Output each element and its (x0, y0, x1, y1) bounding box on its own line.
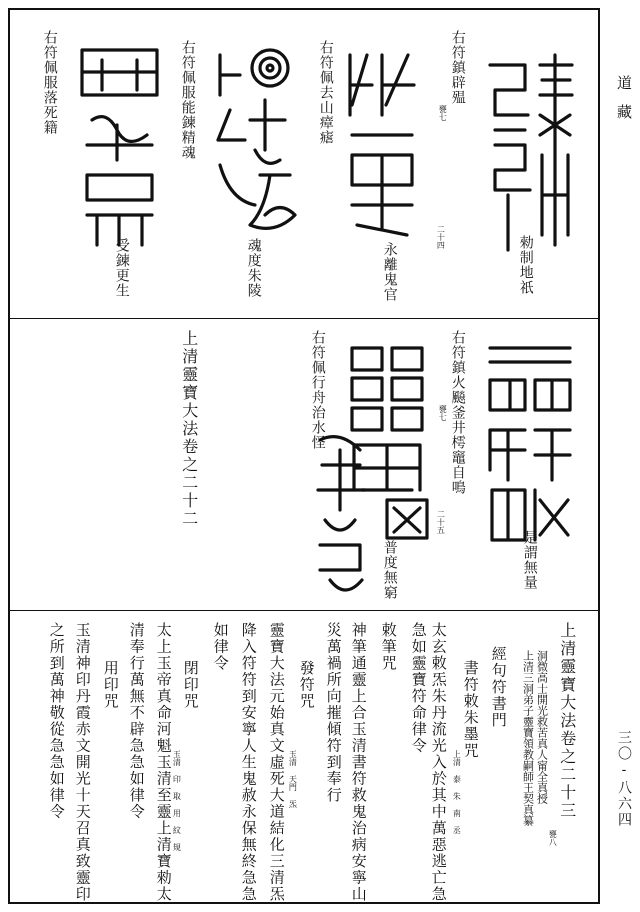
talisman-2-seal (342, 45, 422, 240)
talisman-3-caption: 魂度朱陵 (245, 238, 262, 298)
talisman-4-caption: 受鍊更生 (113, 238, 130, 298)
panel-divider-bottom (10, 610, 598, 611)
bottom-column-note-14: 玉清 印 取 用 紋 規 (172, 750, 182, 851)
bottom-column-12: 降入符符到安寧人生鬼赦永保無終急急 (239, 622, 258, 903)
talisman-1-ref: 甕七 (438, 105, 448, 121)
bottom-column-19: 之所到萬神敬從急急如律令 (47, 622, 66, 820)
talisman-5-caption: 是謂無量 (521, 530, 538, 590)
talisman-5-number: 二十五 (436, 510, 446, 534)
bottom-column-note-10: 玉清 天門 炁 (288, 750, 298, 808)
talisman-4-title: 右符佩服落死籍 (41, 30, 58, 135)
bottom-column-note-0: 甕八 (548, 830, 558, 846)
bottom-column-1: 洞微高士開光救苦真人甯全真授 (535, 650, 549, 804)
bottom-column-10: 發符咒 (297, 660, 316, 710)
bottom-column-9: 災萬禍所向摧傾符到奉行 (324, 622, 343, 804)
talisman-1-seal (480, 45, 580, 260)
bottom-column-17: 用印咒 (101, 660, 120, 710)
bottom-column-6: 急如靈寶符命律令 (409, 622, 428, 754)
bottom-column-0: 上清靈寶大法卷之二十三 (557, 622, 577, 820)
talisman-3-title: 右符佩服能鍊精魂 (179, 40, 196, 160)
bottom-column-15: 太上玉帝真命河魁玉清至靈上清寶勑太 (154, 622, 173, 903)
bottom-column-8: 神筆通靈上合玉清書符救鬼治病安寧山 (349, 622, 368, 903)
bottom-column-5: 太玄敕炁朱丹流光入於其中萬惡逃亡急 (429, 622, 448, 903)
page-number: 三〇-八六四 (616, 730, 632, 828)
bottom-column-note-4: 上清 泰 朱 南 丞 (452, 750, 462, 834)
bottom-column-7: 敕筆咒 (379, 622, 398, 672)
bottom-column-4: 書符敕朱墨咒 (461, 660, 480, 759)
bottom-column-13: 如律令 (211, 622, 230, 672)
panel-divider-top (10, 318, 598, 319)
talisman-3-seal (210, 40, 300, 240)
bottom-column-16: 清奉行萬無不辟急急如律令 (127, 622, 146, 820)
talisman-5-seal (480, 340, 580, 550)
bottom-column-14: 閉印咒 (181, 660, 200, 710)
talisman-1-caption: 勑制地祇 (517, 235, 534, 295)
talisman-7-seal (310, 430, 370, 600)
margin-label: 道藏 (615, 75, 633, 133)
talisman-2-caption: 永離鬼官 (381, 242, 398, 302)
talisman-7-title: 右符佩行舟治水怪 (309, 330, 326, 450)
bottom-column-3: 經句符書門 (489, 646, 508, 729)
bottom-column-2: 上清三洞弟子靈寶領教嗣師王契真纂 (521, 650, 535, 826)
talisman-4-seal (72, 40, 167, 250)
talisman-6-caption: 普度無窮 (381, 540, 398, 600)
volume-end-title: 上清靈寶大法卷之二十二 (179, 330, 199, 528)
page-frame (8, 8, 600, 904)
talisman-5-ref: 甕七 (438, 405, 448, 421)
talisman-5-title: 右符鎮火飈釜井樗竈自鳴 (449, 330, 466, 495)
talisman-2-title: 右符佩去山瘴瘧 (317, 40, 334, 145)
bottom-column-18: 玉清神印丹霞赤文開光十天召真致靈印 (73, 622, 92, 903)
bottom-column-11: 靈寶大法元始真文虛死大道結化三清炁 (267, 622, 286, 903)
talisman-1-number: 二十四 (436, 225, 446, 249)
talisman-1-title: 右符鎮辟殟 (449, 30, 466, 105)
